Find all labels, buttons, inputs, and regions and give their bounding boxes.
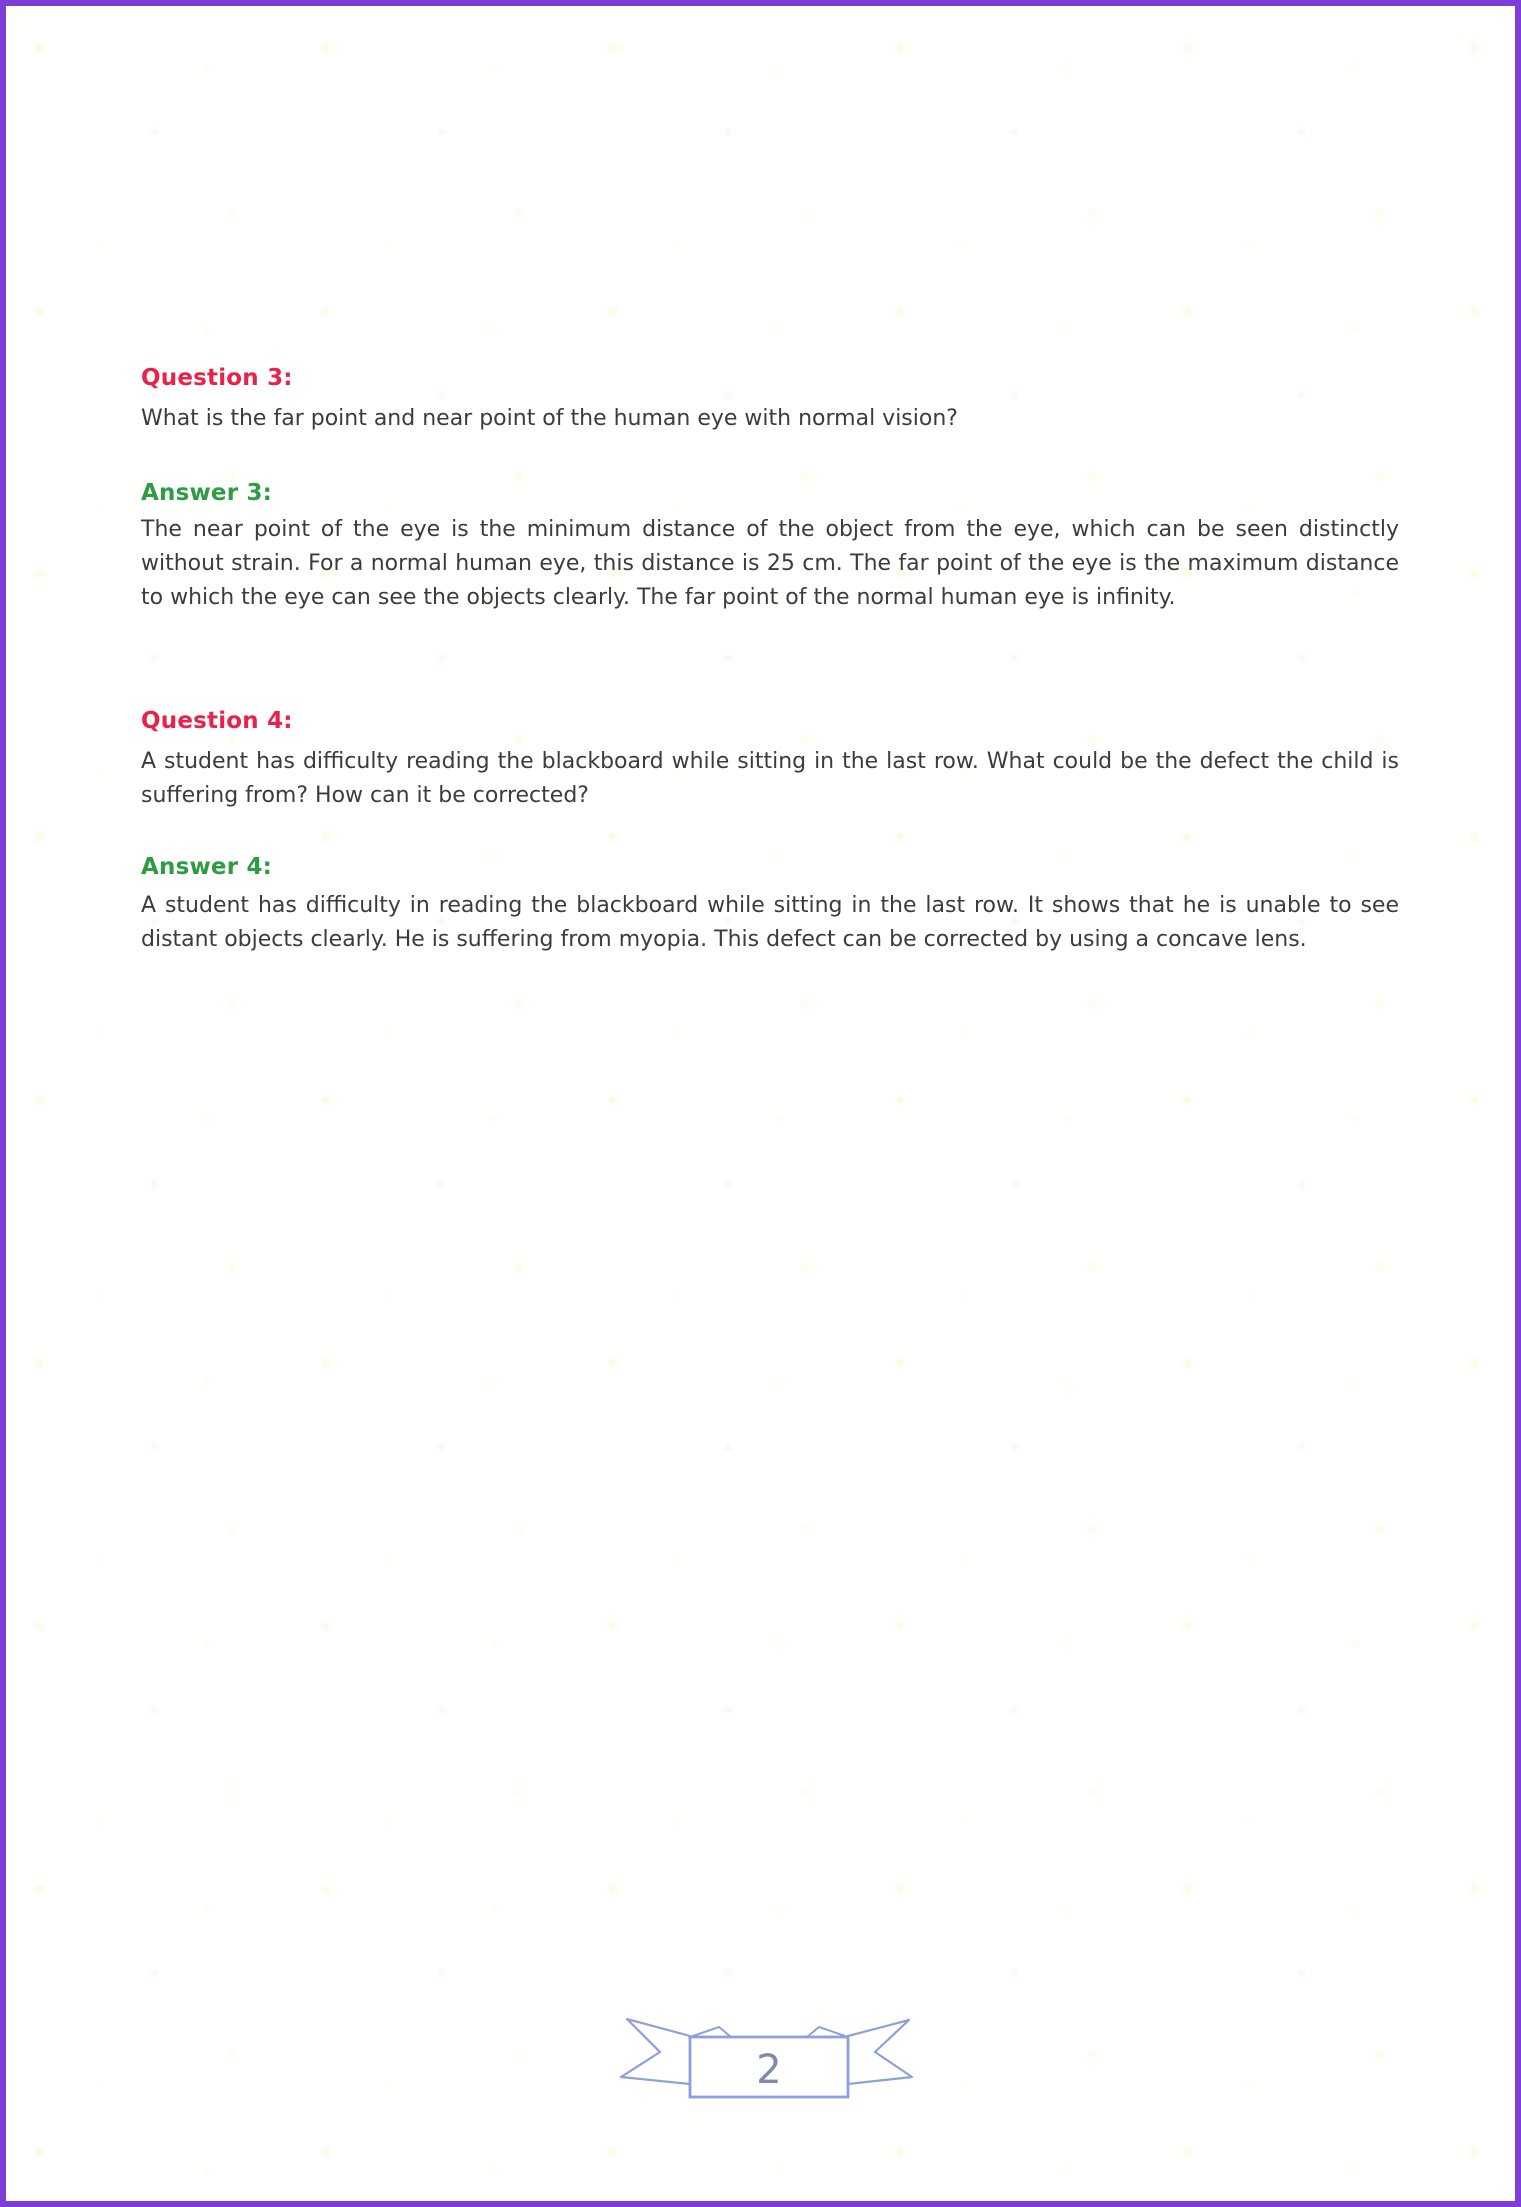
ribbon-fold-left-shape [690,2027,731,2037]
answer-4-text: A student has difficulty in reading the blackboard while sitting in the last row. It shows that he is unable to see distant objects clearly. He is suffering from myopia. This defect can be corrected by using a concave lens. [141,893,1399,952]
answer-3-text: The near point of the eye is the minimum distance of the object from the eye, which can be seen distinctly without strain. For a normal human eye, this distance is 25 cm. The far point of the eye is the maximum distance to which the eye can see the objects clearly. The far point of the normal human eye is infinity. [141,517,1399,610]
question-4-label: Question 4: [141,708,293,734]
ribbon-left-tail-shape [621,2019,690,2084]
ribbon-fold-right-shape [807,2027,848,2037]
answer-3-label: Answer 3: [141,480,273,506]
question-3-label: Question 3: [141,365,293,391]
ribbon-right-tail-shape [848,2020,912,2084]
question-4-text: A student has difficulty reading the blackboard while sitting in the last row. What could be the defect the child is suffering from? How can it be corrected? [141,749,1399,808]
page-number-ribbon [618,2014,918,2110]
page-number: 2 [756,2047,782,2093]
answer-4-label: Answer 4: [141,854,273,880]
question-3-text: What is the far point and near point of the human eye with normal vision? [141,406,958,431]
